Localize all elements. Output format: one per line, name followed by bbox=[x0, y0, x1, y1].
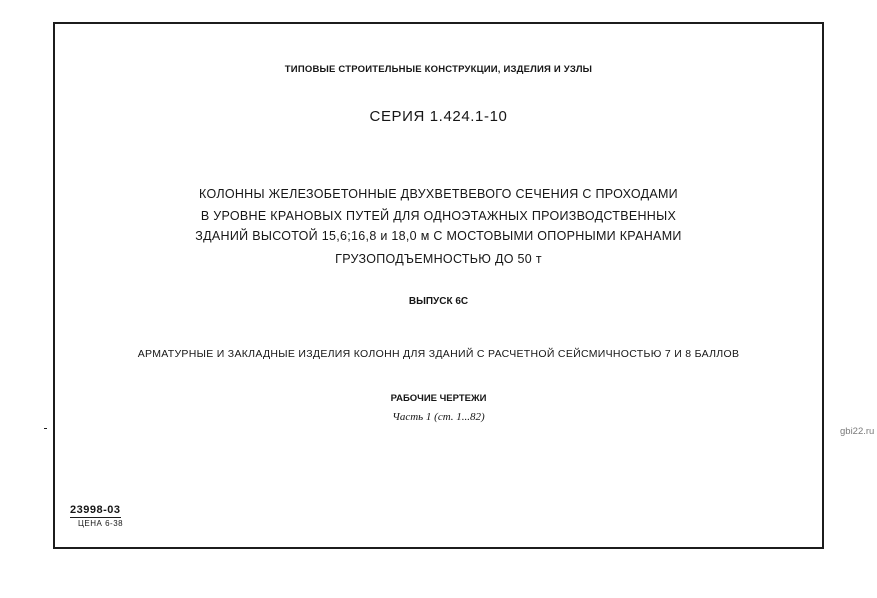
issue-number: ВЫПУСК 6С bbox=[408, 296, 469, 307]
site-watermark: gbi22.ru bbox=[840, 426, 875, 437]
title-line-4: ГРУЗОПОДЪЕМНОСТЬЮ ДО 50 т bbox=[335, 252, 542, 266]
price-stamp bbox=[70, 500, 123, 528]
margin-tick-mark bbox=[44, 428, 47, 429]
issue-subject: АРМАТУРНЫЕ И ЗАКЛАДНЫЕ ИЗДЕЛИЯ КОЛОНН ДЛЯ ЗДАНИЙ С РАСЧЕТНОЙ СЕЙСМИЧНОСТЬЮ 7 И 8 БАЛЛОВ bbox=[137, 348, 740, 360]
series-number: СЕРИЯ 1.424.1-10 bbox=[369, 108, 508, 125]
working-drawings-label: РАБОЧИЕ ЧЕРТЕЖИ bbox=[390, 393, 487, 404]
typical-structures-heading: ТИПОВЫЕ СТРОИТЕЛЬНЫЕ КОНСТРУКЦИИ, ИЗДЕЛИЯ И УЗЛЫ bbox=[284, 64, 593, 75]
title-line-1: КОЛОННЫ ЖЕЛЕЗОБЕТОННЫЕ ДВУХВЕТВЕВОГО СЕЧЕНИЯ С ПРОХОДАМИ bbox=[199, 187, 678, 201]
part-range: Часть 1 (ст. 1...82) bbox=[392, 411, 485, 423]
stamp-price: ЦЕНА 6-38 bbox=[78, 519, 124, 528]
title-line-3: ЗДАНИЙ ВЫСОТОЙ 15,6;16,8 и 18,0 м С МОСТОВЫМИ ОПОРНЫМИ КРАНАМИ bbox=[195, 229, 682, 243]
drawing-sheet-frame bbox=[53, 22, 824, 549]
stamp-number: 23998-03 bbox=[70, 504, 121, 516]
title-line-2: В УРОВНЕ КРАНОВЫХ ПУТЕЙ ДЛЯ ОДНОЭТАЖНЫХ ПРОИЗВОДСТВЕННЫХ bbox=[200, 209, 677, 223]
